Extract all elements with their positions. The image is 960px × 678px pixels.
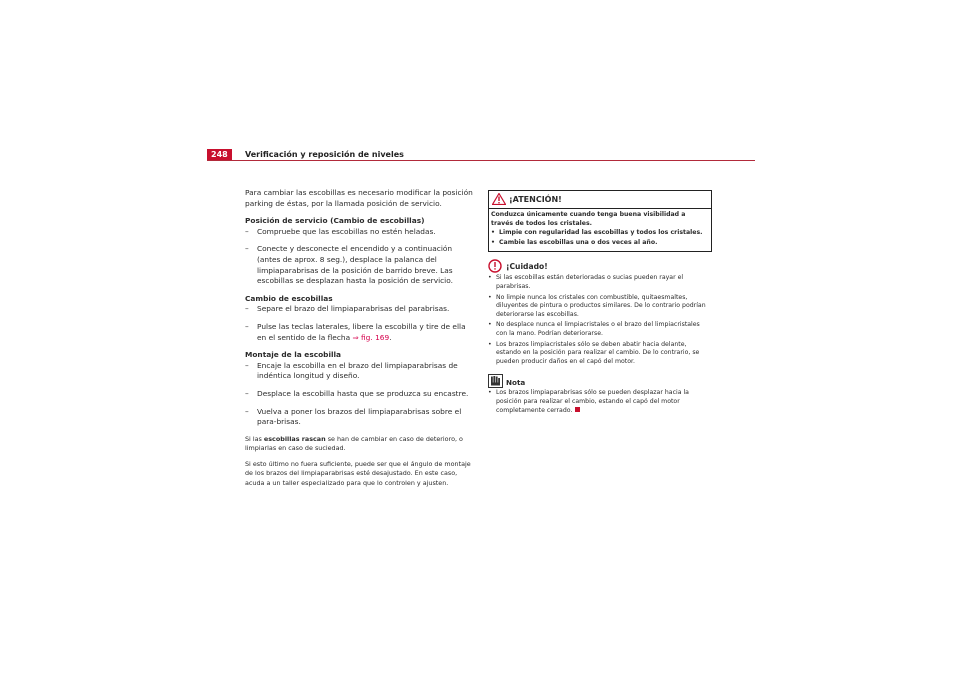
warning-bullet: • Limpie con regularidad las escobillas y todos los cristales.: [491, 229, 703, 237]
step-item: – Desplace la escobilla hasta que se produzca su encastre.: [245, 388, 469, 398]
step-item: – Vuelva a poner los brazos del limpiaparabrisas sobre el para-brisas.: [245, 406, 462, 427]
page-number: 248: [207, 149, 232, 161]
warning-box: [488, 190, 712, 252]
intro-paragraph: Para cambiar las escobillas es necesario modificar la posición parking de éstas, por la llamada posición de servicio.: [245, 188, 473, 208]
note-bullet: • Los brazos limpiaparabrisas sólo se pueden desplazar hacia la posición para realizar el cambio, estando el capó del motor completamente cerrado.: [488, 389, 689, 414]
caution-header: [488, 259, 712, 274]
note-body: [488, 389, 712, 415]
left-column: [245, 188, 477, 495]
warning-body: [489, 209, 711, 251]
small-note: Si esto último no fuera suficiente, puede ser que el ángulo de montaje de los brazos del limpiaparabrisas esté desajustado. En este caso, acuda a un taller especializado para que lo controlen y ajusten.: [245, 460, 471, 487]
caution-bullet: • Los brazos limpiacristales sólo se deben abatir hacia delante, estando en la posición para realizar el cambio. De lo contrario, se pueden producir daños en el capó del motor.: [488, 340, 700, 365]
section-heading: Montaje de la escobilla: [245, 350, 342, 360]
note-title: Nota: [506, 378, 526, 388]
caution-circle-icon: [488, 259, 502, 273]
caution-bullet: • No desplace nunca el limpiacristales o el brazo del limpiacristales con la mano. Podrían deteriorarse.: [488, 321, 700, 337]
caution-bullet: • No limpie nunca los cristales con combustible, quitaesmaltes, diluyentes de pintura o productos similares. De lo contrario podrían deteriorarse las escobillas.: [488, 293, 706, 318]
note-header: [488, 374, 712, 389]
header-rule: [207, 160, 755, 161]
warning-triangle-icon: [492, 193, 506, 205]
figure-link[interactable]: ⇒ fig. 169: [352, 332, 390, 342]
section-heading: Cambio de escobillas: [245, 293, 333, 303]
note-hand-icon: [488, 374, 503, 388]
warning-header: [489, 191, 711, 209]
running-title: Verificación y reposición de niveles: [245, 150, 404, 159]
warning-lead: Conduzca únicamente cuando tenga buena visibilidad a través de todos los cristales.: [491, 211, 686, 227]
caution-body: [488, 274, 712, 366]
step-item: – Conecte y desconecte el encendido y a continuación (antes de aprox. 8 seg.), desplace la palanca del limpiaparabrisas de la posición de barrido breve. Las escobillas se desplazan hasta la posición de servicio.: [245, 244, 453, 286]
step-item: – Compruebe que las escobillas no estén heladas.: [245, 226, 436, 236]
caution-title: ¡Cuidado!: [506, 262, 548, 272]
step-item: – Separe el brazo del limpiaparabrisas del parabrisas.: [245, 304, 450, 314]
step-item: – Encaje la escobilla en el brazo del limpiaparabrisas de indéntica longitud y diseño.: [245, 360, 458, 381]
end-mark-icon: [575, 407, 580, 412]
note-section: [488, 374, 712, 415]
step-item: – Pulse las teclas laterales, libere la escobilla y tire de ella en el sentido de la flecha ⇒ fig. 169.: [245, 321, 466, 342]
section-heading: Posición de servicio (Cambio de escobillas): [245, 216, 425, 226]
right-column: [488, 190, 712, 417]
caution-bullet: • Si las escobillas están deterioradas o sucias pueden rayar el parabrisas.: [488, 274, 684, 290]
warning-title: ¡ATENCIÓN!: [509, 195, 562, 204]
caution-section: [488, 259, 712, 366]
small-note: Si las escobillas rascan se han de cambiar en caso de deterioro, o limpiarlas en caso de suciedad.: [245, 434, 463, 452]
warning-bullet: • Cambie las escobillas una o dos veces al año.: [491, 238, 658, 246]
